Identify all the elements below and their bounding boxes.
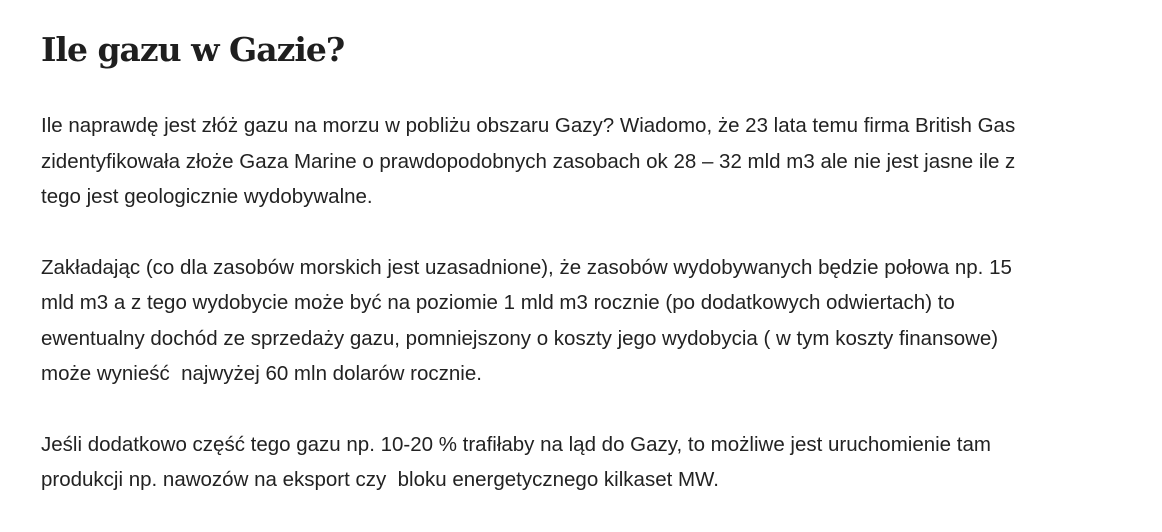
paragraph-line: Jeśli dodatkowo część tego gazu np. 10-20 % trafiłaby na ląd do Gazy, to możliwe jest uruchomienie tam — [41, 432, 991, 456]
paragraph-line: ewentualny dochód ze sprzedaży gazu, pomniejszony o koszty jego wydobycia ( w tym koszty finansowe) — [41, 326, 999, 350]
paragraph-income-estimate — [41, 250, 1131, 392]
paragraph-line: zidentyfikowała złoże Gaza Marine o prawdopodobnych zasobach ok 28 – 32 mld m3 ale nie jest jasne ile z — [41, 149, 1016, 173]
paragraph-line: może wynieść najwyżej 60 mln dolarów rocznie. — [41, 362, 482, 385]
paragraph-line: Zakładając (co dla zasobów morskich jest uzasadnione), że zasobów wydobywanych będzie połowa np. 15 — [41, 255, 1012, 279]
paragraph-line: tego jest geologicznie wydobywalne. — [41, 185, 373, 208]
article-heading: Ile gazu w Gazie? — [41, 30, 345, 69]
paragraph-domestic-use — [41, 427, 1131, 498]
article — [41, 24, 1131, 498]
paragraph-gas-reserves — [41, 108, 1131, 215]
paragraph-line: Ile naprawdę jest złóż gazu na morzu w pobliżu obszaru Gazy? Wiadomo, że 23 lata temu firma British Gas — [41, 114, 1016, 137]
paragraph-line: mld m3 a z tego wydobycie może być na poziomie 1 mld m3 rocznie (po dodatkowych odwiertach) to — [41, 291, 955, 314]
paragraph-line: produkcji np. nawozów na eksport czy bloku energetycznego kilkaset MW. — [41, 468, 719, 491]
